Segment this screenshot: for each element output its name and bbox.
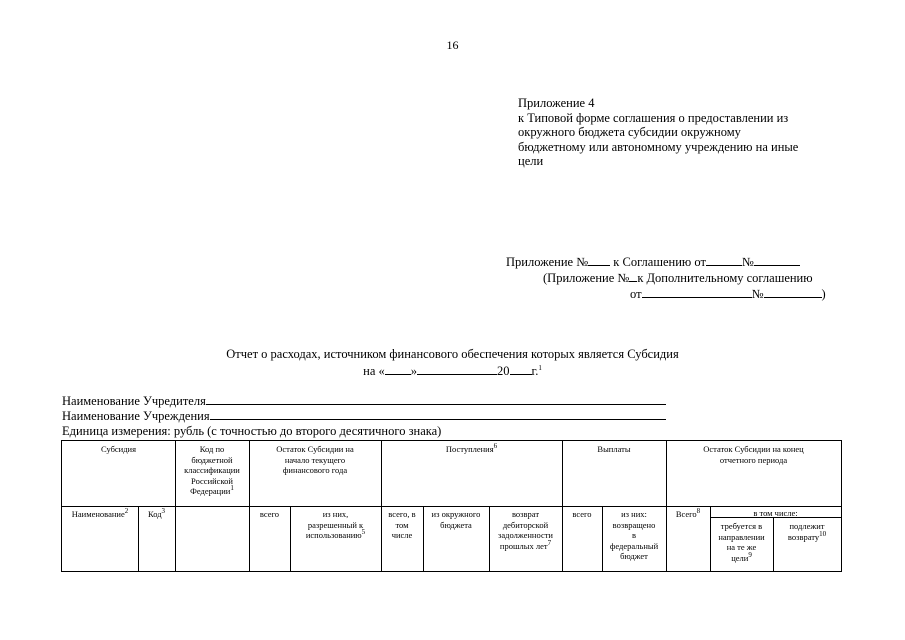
footnote-mark: 9 bbox=[748, 550, 752, 559]
subheader-code: Код$^3$ bbox=[147, 507, 166, 519]
report-date bbox=[0, 363, 905, 379]
footnote-mark: 2 bbox=[124, 507, 129, 516]
ref-text: Приложение № bbox=[506, 255, 589, 269]
date-text: 20 bbox=[497, 364, 510, 378]
footnote-mark: 1 bbox=[230, 484, 234, 493]
ref-text: № bbox=[751, 287, 764, 301]
page-number: 16 bbox=[446, 38, 459, 52]
appendix-line: к Типовой форме соглашения о предоставлении из bbox=[518, 110, 789, 125]
footnote-mark: 6 bbox=[493, 442, 498, 451]
date-text: на « bbox=[363, 364, 385, 378]
appendix-line: бюджетному или автономному учреждению на иные bbox=[518, 139, 799, 154]
footnote-mark: 10 bbox=[819, 529, 827, 538]
ref-text: от bbox=[630, 287, 642, 301]
unit-label: Единица измерения: рубль (с точностью до второго десятичного знака) bbox=[62, 424, 442, 438]
date-text: » bbox=[410, 364, 418, 378]
subheader-name: Наименование$^2$ bbox=[71, 507, 129, 519]
header-balance-start: Остаток Субсидии на начало текущего финансового года bbox=[276, 444, 354, 475]
institution-field bbox=[62, 408, 666, 424]
footnote-mark: 5 bbox=[361, 528, 366, 537]
appendix-note bbox=[518, 96, 848, 169]
date-text: г. bbox=[531, 364, 539, 378]
ref-text: к Дополнительному соглашению bbox=[637, 271, 813, 285]
report-title: Отчет о расходах, источником финансового обеспечения которых является Субсидия bbox=[226, 347, 679, 361]
header-receipts: Поступления$^6$ bbox=[445, 442, 498, 454]
report-table bbox=[61, 440, 842, 572]
subheader-refund: подлежит возврату$^{10}$ bbox=[787, 521, 827, 542]
subheader-debt-return: возврат дебиторской задолженности прошлых лет$^7$ bbox=[498, 509, 553, 551]
founder-label: Наименование Учредителя bbox=[62, 394, 206, 408]
subheader-payments-total: всего bbox=[572, 509, 592, 519]
header-subsidy: Субсидия bbox=[100, 444, 137, 454]
ref-text: ) bbox=[821, 287, 826, 301]
ref-text: к Соглашению от bbox=[613, 255, 706, 269]
subheader-required: требуется в направлении на те же цели$^9$ bbox=[718, 521, 765, 563]
agreement-ref-line2 bbox=[543, 270, 813, 286]
subheader-federal-return: из них: возвращено в федеральный бюджет bbox=[609, 509, 659, 561]
founder-field bbox=[62, 393, 666, 409]
institution-label: Наименование Учреждения bbox=[62, 409, 210, 423]
header-payments: Выплаты bbox=[597, 444, 631, 454]
subheader-district-budget: из окружного бюджета bbox=[431, 509, 481, 530]
unit-field bbox=[62, 424, 441, 439]
footnote-mark: 7 bbox=[547, 538, 552, 547]
subheader-end-total: Всего$^8$ bbox=[675, 507, 701, 519]
subheader-receipts-total: всего, в том числе bbox=[388, 509, 416, 540]
appendix-line: Приложение 4 bbox=[518, 96, 595, 110]
agreement-ref-line3 bbox=[630, 286, 826, 302]
footnote-mark: 3 bbox=[161, 507, 166, 516]
footnote-mark: 1 bbox=[538, 363, 542, 372]
appendix-line: окружного бюджета субсидии окружному bbox=[518, 125, 741, 139]
subheader-balance-total: всего bbox=[259, 509, 280, 519]
ref-text: (Приложение № bbox=[543, 271, 630, 285]
header-balance-end: Остаток Субсидии на конец отчетного периода bbox=[703, 444, 804, 465]
agreement-ref-line1 bbox=[506, 254, 800, 270]
ref-text: № bbox=[741, 255, 754, 269]
subheader-allowed-use: из них, разрешенный к использованию$^5$ bbox=[305, 509, 366, 540]
header-budget-code: Код по бюджетной классификации Российской Федерации$^1$ bbox=[184, 444, 240, 496]
appendix-line: цели bbox=[518, 154, 544, 168]
subheader-including: в том числе: bbox=[753, 508, 798, 518]
footnote-mark: 8 bbox=[696, 507, 701, 516]
